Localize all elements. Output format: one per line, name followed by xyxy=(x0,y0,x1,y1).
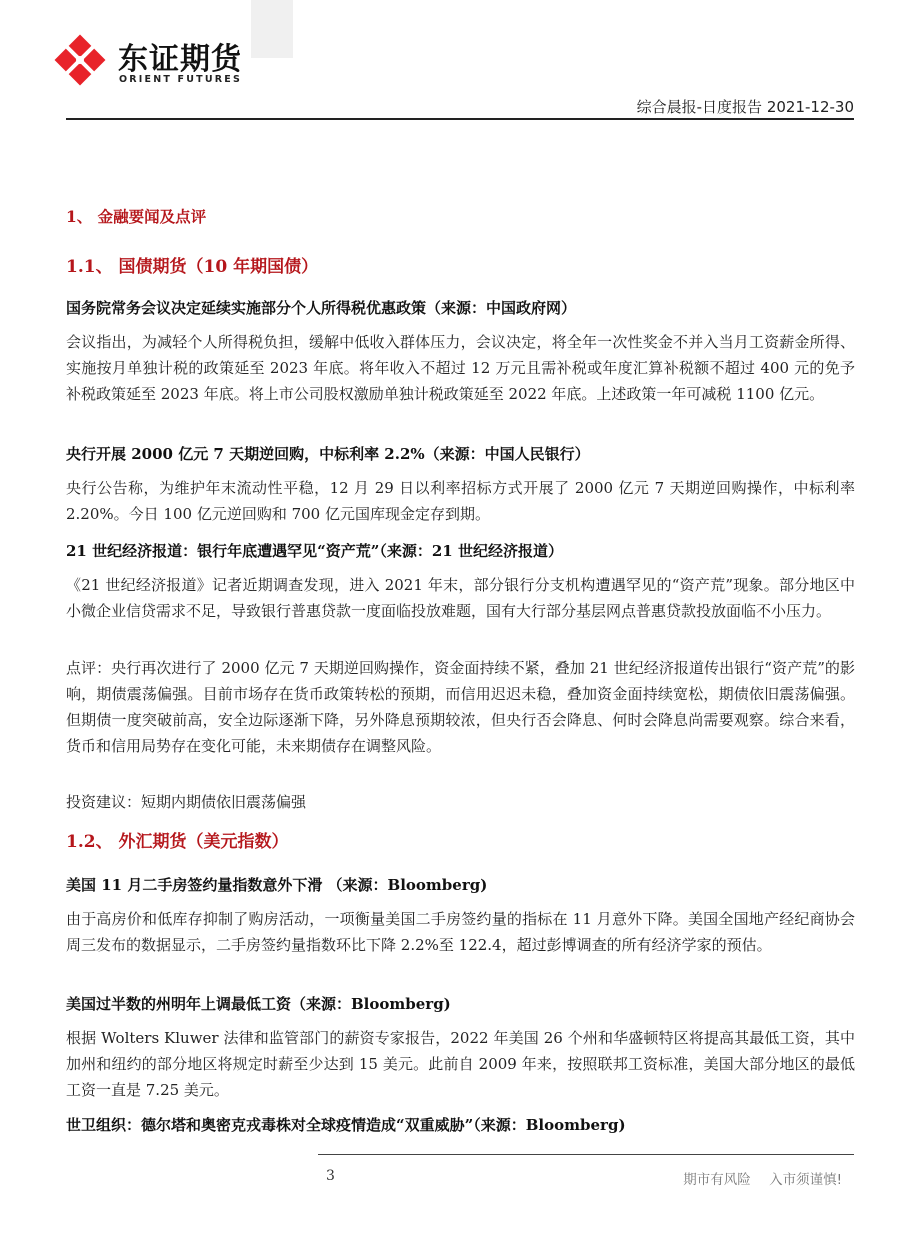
brand-logo xyxy=(52,30,252,92)
news-1-body: 会议指出，为减轻个人所得税负担，缓解中低收入群体压力，会议决定，将全年一次性奖金不并入当月工资薪金所得、实施按月单独计税的政策延至 2023 年底。将年收入不超过 12 万元且需补税或年度汇算补税额不超过 400 元的免予补税政策延至 2023 年底。将上市公司股权激励单独计税政策延至 2022 年底。上述政策一年可减税 1100 亿元。 xyxy=(66,333,855,403)
brand-name-cn: 东证期货 xyxy=(118,42,242,77)
news-2-title: 央行开展 2000 亿元 7 天期逆回购，中标利率 2.2%（来源：中国人民银行） xyxy=(66,445,590,463)
page-number: 3 xyxy=(326,1168,335,1184)
report-title: 综合晨报-日度报告 2021-12-30 xyxy=(636,98,854,116)
brand-name-en: ORIENT FUTURES xyxy=(119,74,242,85)
section-1-2-title: 1.2、 外汇期货（美元指数） xyxy=(66,832,289,852)
news-3-body: 《21 世纪经济报道》记者近期调查发现，进入 2021 年末，部分银行分支机构遭遇罕见的“资产荒”现象。部分地区中小微企业信贷需求不足，导致银行普惠贷款一度面临投放难题，国有大行部分基层网点普惠贷款投放面临不小压力。 xyxy=(66,576,855,620)
news-6-title: 世卫组织：德尔塔和奥密克戎毒株对全球疫情造成“双重威胁”（来源：Bloomberg) xyxy=(66,1116,626,1134)
news-3-title: 21 世纪经济报道：银行年底遭遇罕见“资产荒”（来源：21 世纪经济报道） xyxy=(66,542,563,560)
footer-divider xyxy=(318,1154,854,1155)
news-5-title: 美国过半数的州明年上调最低工资（来源：Bloomberg) xyxy=(66,995,451,1013)
investment-advice: 投资建议：短期内期债依旧震荡偏强 xyxy=(66,793,307,811)
section-1-title: 1、 金融要闻及点评 xyxy=(66,207,207,226)
risk-disclaimer: 期市有风险 入市须谨慎! xyxy=(683,1172,842,1188)
news-2-body: 央行公告称，为维护年末流动性平稳，12 月 29 日以利率招标方式开展了 2000 亿元 7 天期逆回购操作，中标利率 2.20%。今日 100 亿元逆回购和 700 亿元国库现金定存到期。 xyxy=(66,479,855,523)
section-1-1-title: 1.1、 国债期货（10 年期国债） xyxy=(66,257,319,277)
orient-futures-logo-icon xyxy=(52,32,108,88)
news-4-title: 美国 11 月二手房签约量指数意外下滑 （来源：Bloomberg) xyxy=(66,876,488,894)
news-4-body: 由于高房价和低库存抑制了购房活动，一项衡量美国二手房签约量的指标在 11 月意外下降。美国全国地产经纪商协会周三发布的数据显示，二手房签约量指数环比下降 2.2%至 122.4，超过彭博调查的所有经济学家的预估。 xyxy=(66,910,855,954)
header-decor-band xyxy=(251,0,293,58)
news-5-body: 根据 Wolters Kluwer 法律和监管部门的薪资专家报告，2022 年美国 26 个州和华盛顿特区将提高其最低工资，其中加州和纽约的部分地区将规定时薪至少达到 15 美元。此前自 2009 年来，按照联邦工资标准，美国大部分地区的最低工资一直是 7.25 美元。 xyxy=(66,1029,855,1099)
comment-paragraph: 点评：央行再次进行了 2000 亿元 7 天期逆回购操作，资金面持续不紧，叠加 21 世纪经济报道传出银行“资产荒”的影响，期债震荡偏强。目前市场存在货币政策转松的预期，而信用迟迟未稳，叠加资金面持续宽松，期债依旧震荡偏强。但期债一度突破前高，安全边际逐渐下降，另外降息预期较浓，但央行否会降息、何时会降息尚需要观察。综合来看，货币和信用局势存在变化可能，未来期债存在调整风险。 xyxy=(66,659,855,755)
news-1-title: 国务院常务会议决定延续实施部分个人所得税优惠政策（来源：中国政府网） xyxy=(66,299,577,317)
header-divider xyxy=(66,118,854,120)
